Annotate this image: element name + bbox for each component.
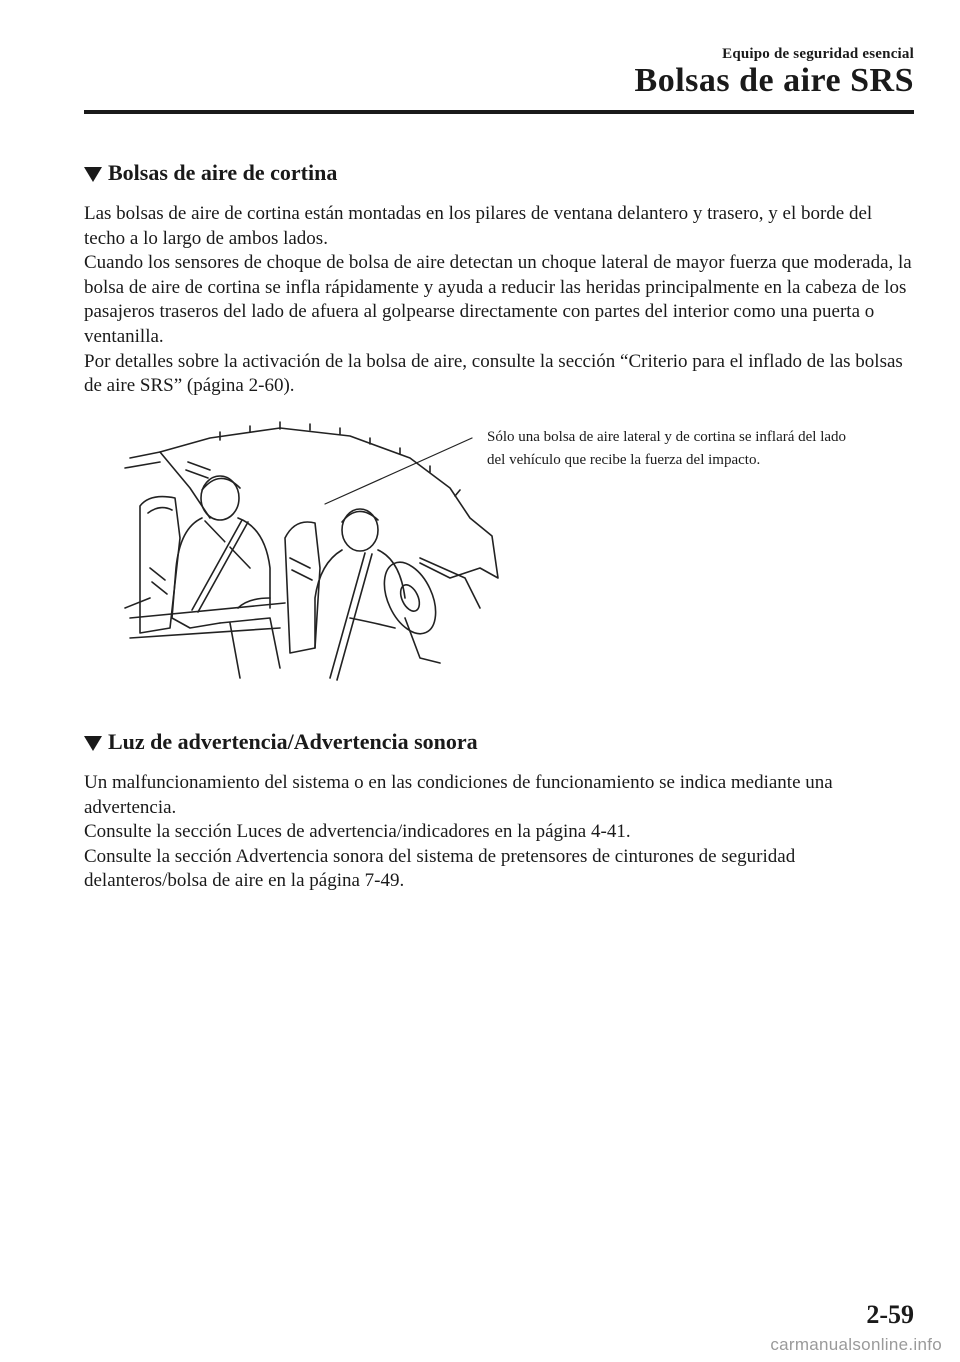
- header-section-label: Equipo de seguridad esencial: [722, 46, 914, 62]
- section-heading-curtain-airbags: [84, 160, 337, 186]
- down-triangle-icon: [84, 736, 102, 751]
- watermark: carmanualsonline.info: [770, 1335, 942, 1354]
- section-body-warning: [84, 771, 914, 894]
- paragraph: Las bolsas de aire de cortina están montadas en los pilares de ventana delantero y trasero, y el borde del techo a lo largo de ambos lados.: [84, 203, 873, 249]
- figure-callout: Sólo una bolsa de aire lateral y de cortina se inflará del lado del vehículo que recibe la fuerza del impacto.: [487, 429, 847, 468]
- section-heading-warning: [84, 729, 478, 755]
- page-number: 2-59: [866, 1300, 914, 1329]
- curtain-airbag-illustration: [120, 418, 520, 708]
- header-title: Bolsas de aire SRS: [634, 62, 914, 99]
- down-triangle-icon: [84, 167, 102, 182]
- paragraph: Consulte la sección Luces de advertencia/indicadores en la página 4-41.: [84, 821, 631, 843]
- paragraph: Un malfuncionamiento del sistema o en las condiciones de funcionamiento se indica mediante una advertencia.: [84, 772, 833, 818]
- section-heading-text: Luz de advertencia/Advertencia sonora: [108, 729, 478, 754]
- paragraph: Cuando los sensores de choque de bolsa de aire detectan un choque lateral de mayor fuerza que moderada, la bolsa de aire de cortina se infla rápidamente y ayuda a reducir las heridas principalmente en la cabeza de los pasajeros traseros del lado de afuera al golpearse directamente con partes del interior como una puerta o ventanilla.: [84, 252, 912, 347]
- header-rule: [84, 110, 914, 114]
- paragraph: Por detalles sobre la activación de la bolsa de aire, consulte la sección “Criterio para el inflado de las bolsas de aire SRS” (página 2-60).: [84, 350, 903, 397]
- section-heading-text: Bolsas de aire de cortina: [108, 160, 338, 185]
- section-body-curtain-airbags: [84, 202, 914, 399]
- paragraph: Consulte la sección Advertencia sonora del sistema de pretensores de cinturones de seguridad delanteros/bolsa de aire en la página 7-49.: [84, 845, 796, 892]
